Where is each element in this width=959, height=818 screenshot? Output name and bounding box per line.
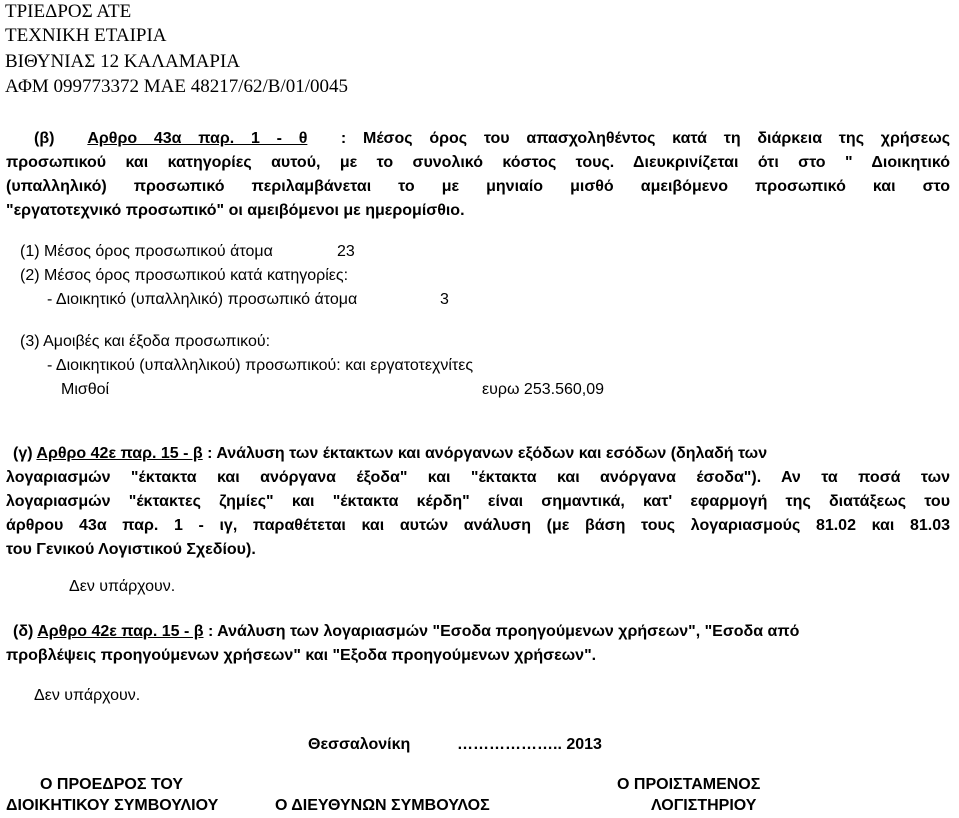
admin-staff-value: 3 [440,291,449,308]
footer-city: Θεσσαλονίκη [308,736,411,753]
section-d-label: (δ) [13,623,34,640]
section-b-label: (β) [34,130,55,147]
section-b-line1: Μέσος όρος του απασχοληθέντος κατά τη διάρκεια της χρήσεως [362,130,951,147]
signature-accounting-head-title: Ο ΠΡΟΙΣΤΑΜΕΝΟΣ [617,776,761,793]
avg-staff-category-label: (2) Μέσος όρος προσωπικού κατά κατηγορίες: [20,267,349,284]
section-b-heading: (β) Αρθρο 43α παρ. 1 - θ : Μέσος όρος του απασχοληθέντος κατά τη διάρκεια της χρήσεως [34,130,951,147]
section-c-line4: άρθρου 43α παρ. 1 - ιγ, παραθέτεται και αυτών ανάλυση (με βάση τους λογαριασμούς 81.02 και 81.03 [6,517,950,534]
section-b-ref: Αρθρο 43α παρ. 1 - θ [87,130,308,147]
section-c-line5: του Γενικού Λογιστικού Σχεδίου). [6,541,256,558]
signature-ceo: Ο ΔΙΕΥΘΥΝΩΝ ΣΥΜΒΟΥΛΟΣ [275,797,490,814]
section-d-line2: προβλέψεις προηγούμενων χρήσεων" και "Εξοδα προηγούμενων χρήσεων". [6,647,597,664]
section-c-line2: λογαριασμών "έκτακτα και ανόργανα έξοδα" και "έκτακτα και ανόργανα έσοδα"). Αν τα ποσά των [6,469,950,486]
section-b-line2: προσωπικού και κατηγορίες αυτού, με το συνολικό κόστος τους. Διευκρινίζεται ότι στο " Διοικητικό [6,154,950,171]
section-c-line3: λογαριασμών "έκτακτες ζημίες" και "έκτακτα κέρδη" είναι σημαντικά, κατ' εφαρμογή της διατάξεως του [6,493,950,510]
section-d-ref: Αρθρο 42ε παρ. 15 - β [37,623,204,640]
section-c-ref: Αρθρο 42ε παρ. 15 - β [36,445,203,462]
section-c-label: (γ) [13,445,33,462]
footer-date: ……………….. 2013 [457,736,602,753]
section-d-heading [13,620,950,644]
section-c-none: Δεν υπάρχουν. [69,578,176,595]
signature-president-board: ΔΙΟΙΚΗΤΙΚΟΥ ΣΥΜΒΟΥΛΙΟΥ [6,797,219,814]
signature-accounting-head-dept: ΛΟΓΙΣΤΗΡΙΟΥ [651,797,757,814]
staff-costs-label: (3) Αμοιβές και έξοδα προσωπικού: [20,333,271,350]
company-address: ΒΙΘΥΝΙΑΣ 12 ΚΑΛΑΜΑΡΙΑ [5,51,240,72]
avg-staff-value: 23 [337,243,355,260]
section-c-heading [13,442,950,466]
section-b-line3: (υπαλληλικό) προσωπικό περιλαμβάνεται το με μηνιαίο μισθό αμειβόμενο προσωπικό και στο [6,178,950,195]
section-d-line1: : Ανάλυση των λογαριασμών "Εσοδα προηγούμενων χρήσεων", "Εσοδα από [207,623,800,640]
staff-costs-sub: - Διοικητικού (υπαλληλικού) προσωπικού: και εργατοτεχνίτες [47,357,474,374]
section-b-line4: "εργατοτεχνικό προσωπικό" οι αμειβόμενοι με ημερομίσθιο. [6,202,465,219]
salaries-value: ευρω 253.560,09 [482,381,604,398]
section-d-none: Δεν υπάρχουν. [34,687,141,704]
company-name: ΤΡΙΕΔΡΟΣ ΑΤΕ [5,1,132,22]
company-type: ΤΕΧΝΙΚΗ ΕΤΑΙΡΙΑ [5,25,167,46]
company-tax-id: ΑΦΜ 099773372 ΜΑΕ 48217/62/Β/01/0045 [5,76,348,97]
salaries-label: Μισθοί [61,381,110,398]
admin-staff-label: - Διοικητικό (υπαλληλικό) προσωπικό άτομα [47,291,358,308]
avg-staff-label: (1) Μέσος όρος προσωπικού άτομα [20,243,273,260]
signature-president-title: Ο ΠΡΟΕΔΡΟΣ ΤΟΥ [40,776,184,793]
section-c-line1: : Ανάλυση των έκτακτων και ανόργανων εξόδων και εσόδων (δηλαδή των [207,445,768,462]
